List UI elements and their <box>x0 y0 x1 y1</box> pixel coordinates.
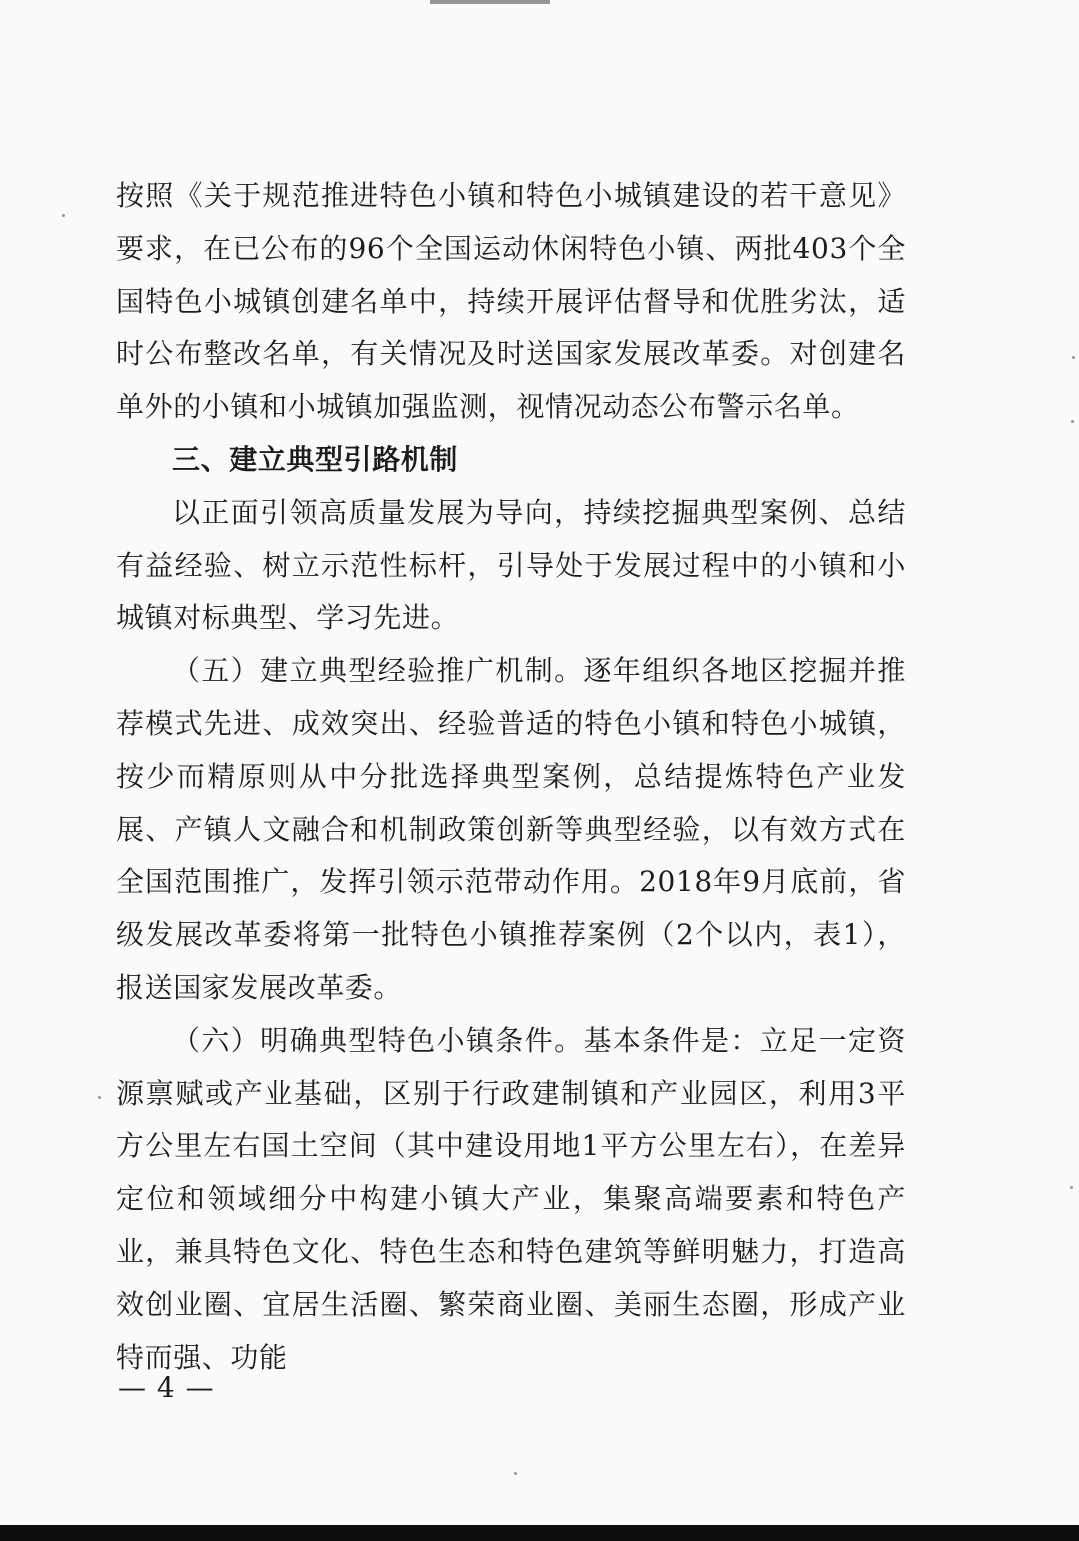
page-number: — 4 — <box>118 1371 215 1404</box>
paragraph-item-five: （五）建立典型经验推广机制。逐年组织各地区挖掘并推荐模式先进、成效突出、经验普适的特色小镇和特色小城镇，按少而精原则从中分批选择典型案例，总结提炼特色产业发展、产镇人文融合和机制政策创新等典型经验，以有效方式在全国范围推广，发挥引领示范带动作用。2018年9月底前，省级发展改革委将第一批特色小镇推荐案例（2个以内，表1），报送国家发展改革委。 <box>116 654 906 1004</box>
section-heading: 三、建立典型引路机制 <box>172 442 459 476</box>
document-body <box>116 170 906 1384</box>
scan-speck <box>1072 356 1075 359</box>
scan-artifact-bottom <box>0 1525 1079 1541</box>
scan-artifact-top <box>430 0 550 4</box>
paragraph-item-six: （六）明确典型特色小镇条件。基本条件是：立足一定资源禀赋或产业基础，区别于行政建制镇和产业园区，利用3平方公里左右国土空间（其中建设用地1平方公里左右），在差异定位和领域细分中构建小镇大产业，集聚高端要素和特色产业，兼具特色文化、特色生态和特色建筑等鲜明魅力，打造高效创业圈、宜居生活圈、繁荣商业圈、美丽生态圈，形成产业特而强、功能 <box>116 1023 906 1374</box>
scan-speck <box>1070 1186 1073 1189</box>
scan-speck <box>514 1472 517 1475</box>
paragraph-continuation: 按照《关于规范推进特色小镇和特色小城镇建设的若干意见》要求，在已公布的96个全国运动休闲特色小镇、两批403个全国特色小城镇创建名单中，持续开展评估督导和优胜劣汰，适时公布整改名单，有关情况及时送国家发展改革委。对创建名单外的小镇和小城镇加强监测，视情况动态公布警示名单。 <box>116 179 906 424</box>
scan-speck <box>62 214 65 217</box>
scan-speck <box>1071 420 1074 423</box>
scan-speck <box>98 1096 101 1099</box>
paragraph-section-intro: 以正面引领高质量发展为导向，持续挖掘典型案例、总结有益经验、树立示范性标杆，引导处于发展过程中的小镇和小城镇对标典型、学习先进。 <box>116 495 906 635</box>
